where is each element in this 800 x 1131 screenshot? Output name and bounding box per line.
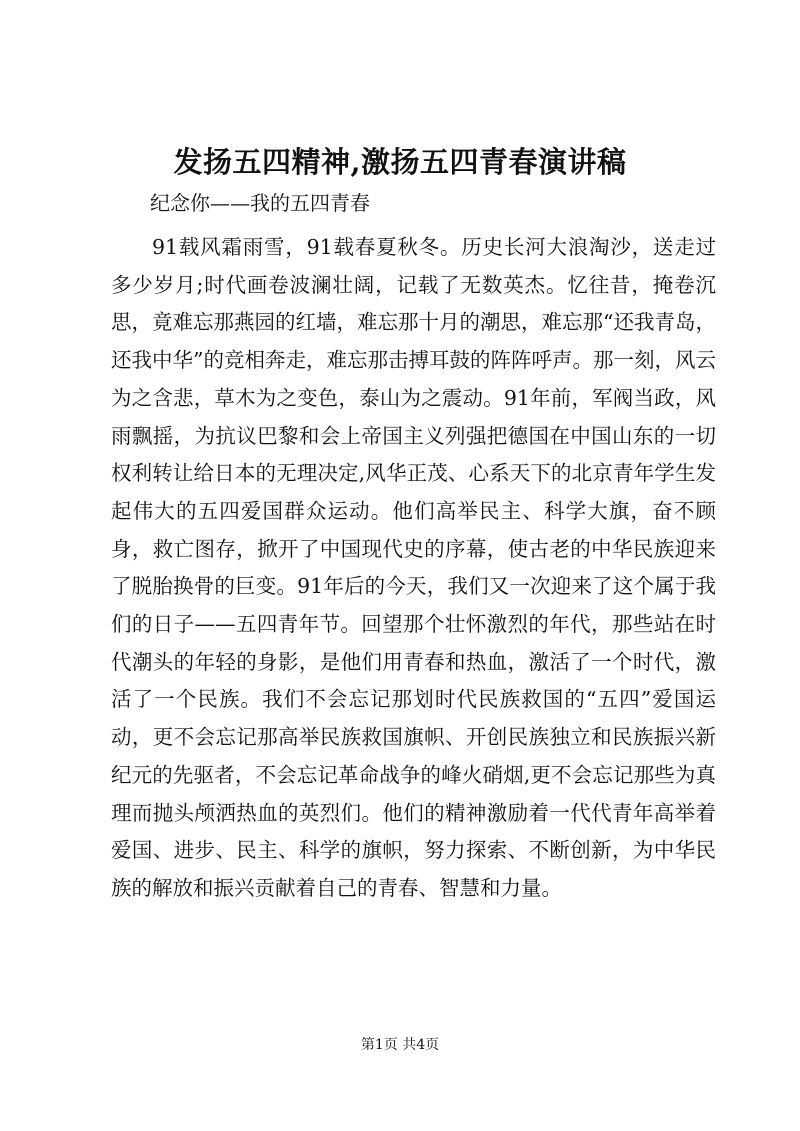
subtitle: 纪念你——我的五四青春	[150, 191, 370, 215]
page-title: 发扬五四精神,激扬五四青春演讲稿	[173, 145, 627, 179]
page-number-footer: 第1页 共4页	[360, 1037, 440, 1053]
body-paragraph: 91载风霜雨雪，91载春夏秋冬。历史长河大浪淘沙，送走过多少岁月;时代画卷波澜壮阔，记载了无数英杰。忆往昔，掩卷沉思，竟难忘那燕园的红墙，难忘那十月的潮思，难忘那“还我青岛，还我中华”的竞相奔走，难忘那击搏耳鼓的阵阵呼声。那一刻，风云为之含悲，草木为之变色，泰山为之震动。91年前，军阀当政，风雨飘摇，为抗议巴黎和会上帝国主义列强把德国在中国山东的一切权利转让给日本的无理决定,风华正茂、心系天下的北京青年学生发起伟大的五四爱国群众运动。他们高举民主、科学大旗，奋不顾身，救亡图存，掀开了中国现代史的序幕，使古老的中华民族迎来了脱胎换骨的巨变。91年后的今天，我们又一次迎来了这个属于我们的日子——五四青年节。回望那个壮怀激烈的年代，那些站在时代潮头的年轻的身影，是他们用青春和热血，激活了一个时代，激活了一个民族。我们不会忘记那划时代民族救国的“五四”爱国运动，更不会忘记那高举民族救国旗帜、开创民族独立和民族振兴新纪元的先驱者，不会忘记革命战争的峰火硝烟,更不会忘记那些为真理而抛头颅洒热血的英烈们。他们的精神激励着一代代青年高举着爱国、进步、民主、科学的旗帜，努力探索、不断创新，为中华民族的解放和振兴贡献着自己的青春、智慧和力量。	[111, 235, 716, 900]
